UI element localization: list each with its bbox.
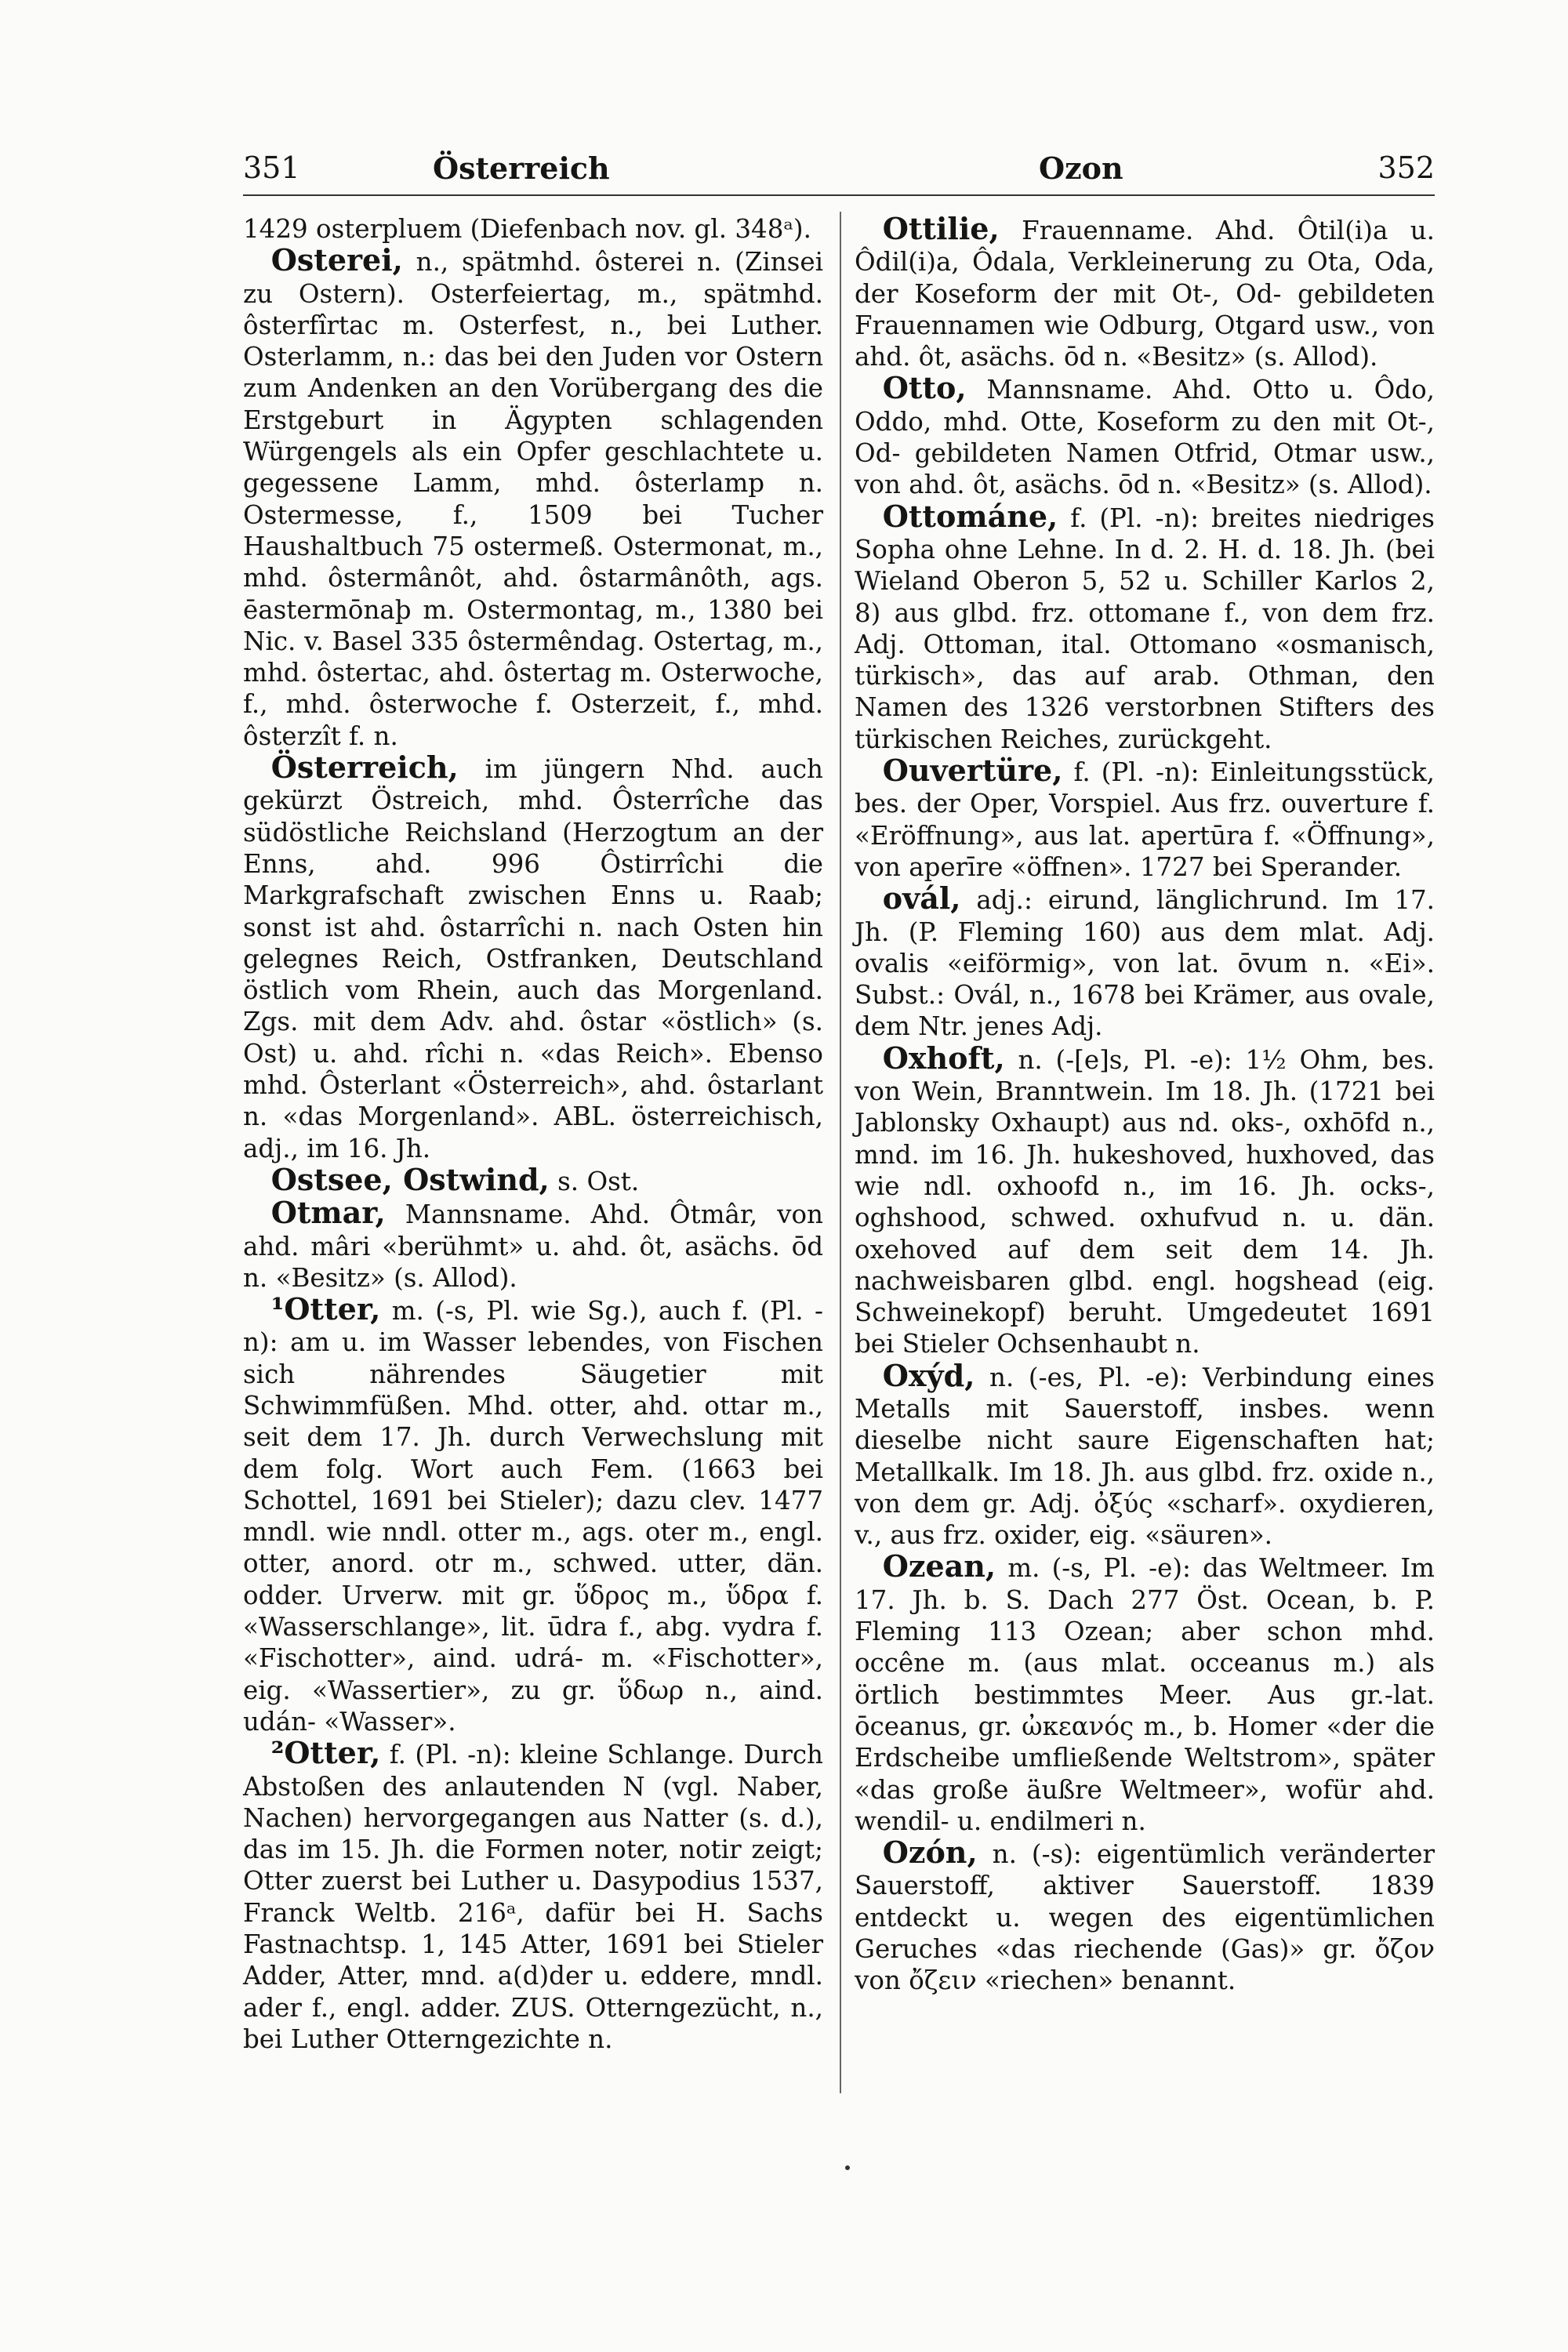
entry-headword: ovál, <box>882 880 961 916</box>
dictionary-entry <box>855 1040 1435 1360</box>
entry-headword: Ostsee, Ostwind, <box>270 1161 550 1197</box>
entry-headword: Otto, <box>882 370 967 406</box>
entry-headword: ²Otter, <box>270 1735 381 1771</box>
dictionary-entry <box>855 1837 1435 1996</box>
entry-headword: Ozón, <box>882 1835 978 1871</box>
dictionary-entry <box>243 1737 823 2055</box>
entry-text: m. (-s, Pl. wie Sg.), auch f. (Pl. -n): am u. im Wasser lebendes, von Fischen sich nährendes Säugetier mit Schwimmfüßen. Mhd. otter, ahd. ottar m., seit dem 17. Jh. durch Verwechslung mit dem folg. Wort auch Fem. (1663 bei Schottel, 1691 bei Stieler); dazu clev. 1477 mndl. wie nndl. otter m., ags. oter m., engl. otter, anord. otr m., schwed. utter, dän. odder. Urverw. mit gr. ὕδρος m., ὕδρα f. «Wasserschlange», lit. ūdra f., abg. vydra f. «Fischotter», aind. udrá- m. «Fischotter», eig. «Wassertier», zu gr. ὕδωρ n., aind. udán- «Wasser». <box>243 1296 823 1737</box>
header-rule <box>243 194 1435 196</box>
entry-headword: Otmar, <box>270 1195 386 1231</box>
entry-text: f. (Pl. -n): Einleitungsstück, bes. der Oper, Vorspiel. Aus frz. ouverture f. «Eröffnung», aus lat. apertūra f. «Öffnung», von aperīre «öffnen». 1727 bei Sperander. <box>855 757 1435 882</box>
dictionary-entry <box>243 1197 823 1294</box>
right-running-headword: Ozon <box>1039 151 1123 186</box>
left-page-number: 351 <box>243 151 300 185</box>
entry-text: m. (-s, Pl. -e): das Weltmeer. Im 17. Jh. b. S. Dach 277 Öst. Ocean, b. P. Fleming 113 Ozean; aber schon mhd. occêne m. (aus mlat. occeanus m.) als örtlich bestimmtes Meer. Aus gr.-lat. ōceanus, gr. ὠκεανός m., b. Homer «der die Erdscheibe umfließende Weltstrom», später «das große äußre Weltmeer», wofür ahd. wendil- u. endilmeri n. <box>855 1553 1435 1836</box>
entry-text: n. (-[e]s, Pl. -e): 1½ Ohm, bes. von Wein, Branntwein. Im 18. Jh. (1721 bei Jablonsky Oxhaupt) aus nd. oks-, oxhōfd n., mnd. im 16. Jh. hukeshoved, huxhoved, das wie ndl. oxhoofd n., im 16. Jh. ocks-, oghshood, schwed. oxhufvud n. u. dän. oxehoved auf dem seit dem 14. Jh. nachweisbaren glbd. engl. hogshead (eig. Schweinekopf) beruht. Umgedeutet 1691 bei Stieler Ochsenhaubt n. <box>855 1044 1435 1359</box>
entry-headword: 1429 osterpluem (Diefenbach nov. gl. 348ᵃ). <box>243 214 811 244</box>
entry-text: f. (Pl. -n): kleine Schlange. Durch Abstoßen des anlautenden N (vgl. Naber, Nachen) hervorgegangen aus Natter (s. d.), das im 15. Jh. die Formen noter, notir zeigt; Otter zuerst bei Luther u. Dasypodius 1537, Franck Weltb. 216ᵃ, dafür bei H. Sachs Fastnachtsp. 1, 145 Atter, 1691 bei Stieler Adder, Atter, mnd. a(d)der u. eddere, mndl. ader f., engl. adder. ZUS. Otterngezücht, n., bei Luther Otterngezichte n. <box>243 1740 823 2054</box>
entry-text: im jüngern Nhd. auch gekürzt Östreich, mhd. Ôsterrîche das südöstliche Reichsland (Herzogtum an der Enns, ahd. 996 Ôstirrîchi die Markgrafschaft zwischen Enns u. Raab; sonst ist ahd. ôstarrîchi n. nach Osten hin gelegnes Reich, Ostfranken, Deutschland östlich vom Rhein, auch das Morgenland. Zgs. mit dem Adv. ahd. ôstar «östlich» (s. Ost) u. ahd. rîchi n. «das Reich». Ebenso mhd. Ôsterlant «Österreich», ahd. ôstarlant n. «das Morgenland». ABL. österreichisch, adj., im 16. Jh. <box>243 754 823 1163</box>
right-page-number: 352 <box>1377 151 1435 185</box>
dictionary-entry <box>855 880 1435 1042</box>
dictionary-entry <box>855 213 1435 372</box>
entry-headword: Oxýd, <box>882 1357 975 1393</box>
column-divider <box>840 212 841 2093</box>
entry-text: n. (-es, Pl. -e): Verbindung eines Metalls mit Sauerstoff, insbes. wenn dieselbe nicht saure Eigenschaften hat; Metallkalk. Im 18. Jh. aus glbd. frz. oxide n., von dem gr. Adj. ὀξύς «scharf». oxydieren, v., aus frz. oxider, eig. «säuren». <box>855 1362 1435 1551</box>
dictionary-entry <box>243 1161 823 1197</box>
entry-text: Mannsname. Ahd. Ôtmâr, von ahd. mâri «berühmt» u. ahd. ôt, asächs. ōd n. «Besitz» (s. Allod). <box>243 1200 823 1293</box>
entry-headword: Osterei, <box>270 242 403 278</box>
entry-text: f. (Pl. -n): breites niedriges Sopha ohne Lehne. In d. 2. H. d. 18. Jh. (bei Wieland Oberon 5, 52 u. Schiller Karlos 2, 8) aus glbd. frz. ottomane f., von dem frz. Adj. Ottoman, ital. Ottomano «osmanisch, türkisch», das auf arab. Othman, den Namen des 1326 verstorbnen Stifters des türkischen Reiches, zurückgeht. <box>855 503 1435 754</box>
entry-headword: Ozean, <box>882 1548 996 1584</box>
entry-text: n. (-s): eigentümlich veränderter Sauerstoff, aktiver Sauerstoff. 1839 entdeckt u. wegen des eigentümlichen Geruches «das riechende (Gas)» gr. ὄζον von ὄζειν «riechen» benannt. <box>855 1839 1435 1996</box>
entry-headword: Ottománe, <box>882 498 1058 534</box>
dictionary-entry <box>243 1291 823 1737</box>
dictionary-entry <box>855 498 1435 755</box>
entry-headword: Österreich, <box>270 750 459 786</box>
entry-text: s. Ost. <box>557 1166 640 1196</box>
dictionary-entry <box>243 242 823 752</box>
running-header <box>243 151 1435 191</box>
dictionary-entry <box>855 372 1435 500</box>
entry-headword: ¹Otter, <box>270 1291 381 1327</box>
ink-speck <box>845 2165 850 2170</box>
entry-headword: Ottilie, <box>882 211 1000 246</box>
entry-text: Frauenname. Ahd. Ôtil(i)a u. Ôdil(i)a, Ôdala, Verkleinerung zu Ota, Oda, der Koseform der mit Ot-, Od- gebildeten Frauennamen wie Odburg, Otgard usw., von ahd. ôt, asächs. ōd n. «Besitz» (s. Allod). <box>855 216 1435 372</box>
dictionary-entry <box>243 752 823 1164</box>
entry-text: n., spätmhd. ôsterei n. (Zinsei zu Ostern). Osterfeiertag, m., spätmhd. ôsterfîrtac m. Osterfest, n., bei Luther. Osterlamm, n.: das bei den Juden vor Ostern zum Andenken an den Vorübergang des die Erstgeburt in Ägypten schlagenden Würgengels als ein Opfer geschlachtete u. gegessene Lamm, mhd. ôsterlamp n. Ostermesse, f., 1509 bei Tucher Haushaltbuch 75 ostermeß. Ostermonat, m., mhd. ôstermânôt, ahd. ôstarmânôth, ags. ēastermōnaþ m. Ostermontag, m., 1380 bei Nic. v. Basel 335 ôstermêndag. Ostertag, m., mhd. ôstertac, ahd. ôstertag m. Osterwoche, f., mhd. ôsterwoche f. Osterzeit, f., mhd. ôsterzît f. n. <box>243 247 823 751</box>
entry-text: adj.: eirund, länglichrund. Im 17. Jh. (P. Fleming 160) aus dem mlat. Adj. ovalis «eiförmig», von lat. ōvum n. «Ei». Subst.: Ovál, n., 1678 bei Krämer, aus ovale, dem Ntr. jenes Adj. <box>855 885 1435 1042</box>
left-column <box>243 213 823 2055</box>
left-running-headword: Österreich <box>433 151 610 186</box>
entry-headword: Oxhoft, <box>882 1040 1005 1076</box>
dictionary-entry <box>855 755 1435 883</box>
dictionary-entry <box>855 1548 1435 1837</box>
right-column <box>855 213 1435 1997</box>
dictionary-entry <box>855 1357 1435 1552</box>
entry-headword: Ouvertüre, <box>882 753 1063 789</box>
entry-text: Mannsname. Ahd. Otto u. Ôdo, Oddo, mhd. Otte, Koseform zu den mit Ot-, Od- gebildeten Namen Otfrid, Otmar usw., von ahd. ôt, asächs. ōd n. «Besitz» (s. Allod). <box>855 375 1435 500</box>
dictionary-entry <box>243 213 823 245</box>
